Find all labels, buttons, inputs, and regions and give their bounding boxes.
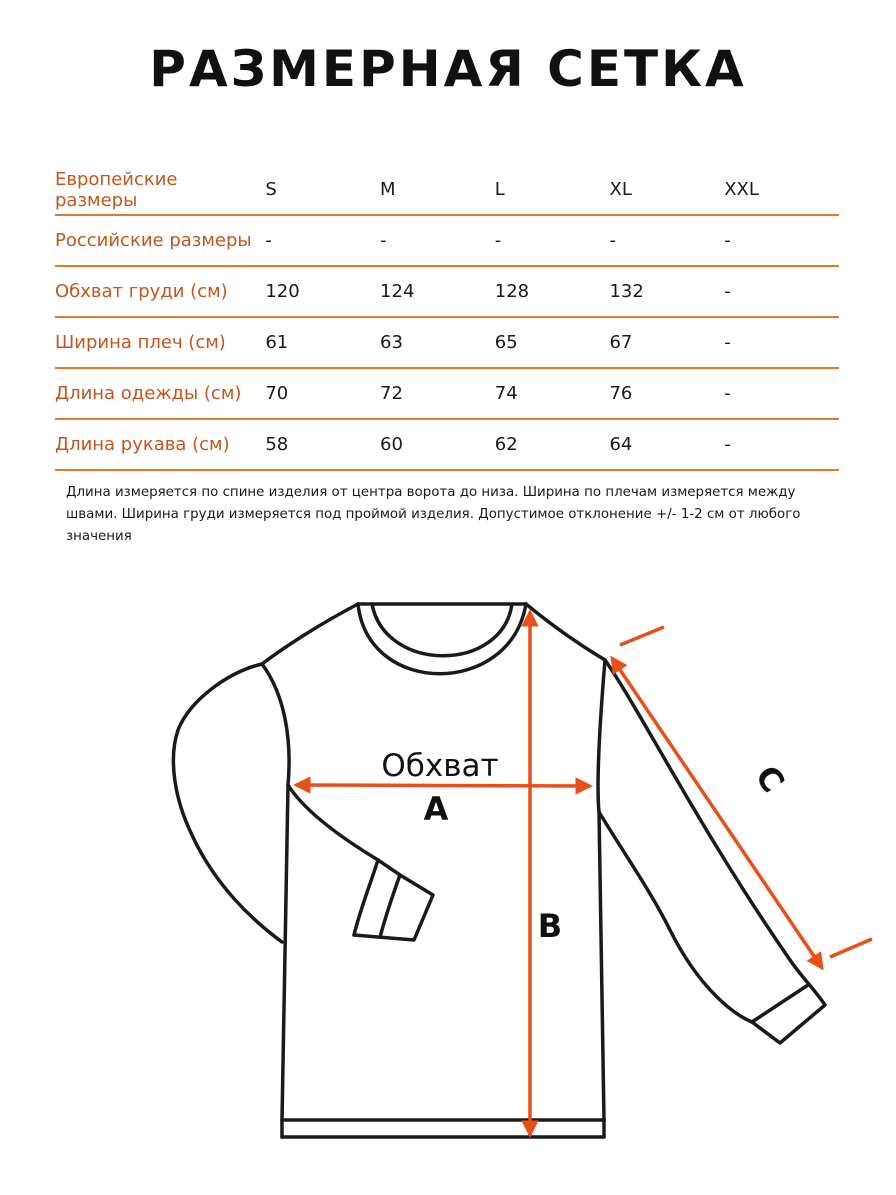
- table-cell: -: [609, 215, 724, 266]
- table-cell: -: [495, 215, 610, 266]
- table-cell: -: [265, 215, 380, 266]
- sleeve-tick-top: [620, 627, 664, 645]
- girth-label: Обхват: [381, 748, 499, 784]
- table-cell: 62: [495, 419, 610, 470]
- table-cell: S: [265, 165, 380, 215]
- row-label: Длина одежды (см): [55, 368, 265, 419]
- table-cell: -: [724, 368, 839, 419]
- table-cell: XXL: [724, 165, 839, 215]
- table-cell: 132: [609, 266, 724, 317]
- row-label: Длина рукава (см): [55, 419, 265, 470]
- table-cell: 58: [265, 419, 380, 470]
- table-cell: 120: [265, 266, 380, 317]
- table-cell: -: [724, 215, 839, 266]
- sleeve-tick-bottom: [830, 939, 872, 957]
- table-cell: 72: [380, 368, 495, 419]
- table-cell: -: [380, 215, 495, 266]
- label-c: C: [747, 758, 793, 800]
- row-label: Европейские размеры: [55, 165, 265, 215]
- table-cell: -: [724, 419, 839, 470]
- table-cell: 64: [609, 419, 724, 470]
- table-cell: -: [724, 317, 839, 368]
- table-cell: 67: [609, 317, 724, 368]
- table-cell: 76: [609, 368, 724, 419]
- table-cell: M: [380, 165, 495, 215]
- row-label: Российские размеры: [55, 215, 265, 266]
- row-label: Обхват груди (см): [55, 266, 265, 317]
- measurement-note: Длина измеряется по спине изделия от центра ворота до низа. Ширина по плечам измеряется между швами. Ширина груди измеряется под проймой изделия. Допустимое отклонение +/- 1-2 см от любого значения: [66, 485, 801, 544]
- table-cell: 124: [380, 266, 495, 317]
- table-cell: 60: [380, 419, 495, 470]
- table-cell: 63: [380, 317, 495, 368]
- table-cell: -: [724, 266, 839, 317]
- table-cell: 70: [265, 368, 380, 419]
- row-label: Ширина плеч (см): [55, 317, 265, 368]
- sweatshirt-outline: [173, 604, 825, 1137]
- table-cell: L: [495, 165, 610, 215]
- girth-arrow: [296, 785, 590, 786]
- table-cell: 128: [495, 266, 610, 317]
- table-cell: 74: [495, 368, 610, 419]
- table-cell: 61: [265, 317, 380, 368]
- table-cell: 65: [495, 317, 610, 368]
- measurement-arrows: [296, 612, 872, 1135]
- sleeve-arrow: [612, 658, 822, 968]
- label-b: B: [537, 907, 563, 945]
- table-cell: XL: [609, 165, 724, 215]
- label-a: A: [423, 790, 449, 828]
- page-title: РАЗМЕРНАЯ СЕТКА: [149, 40, 747, 98]
